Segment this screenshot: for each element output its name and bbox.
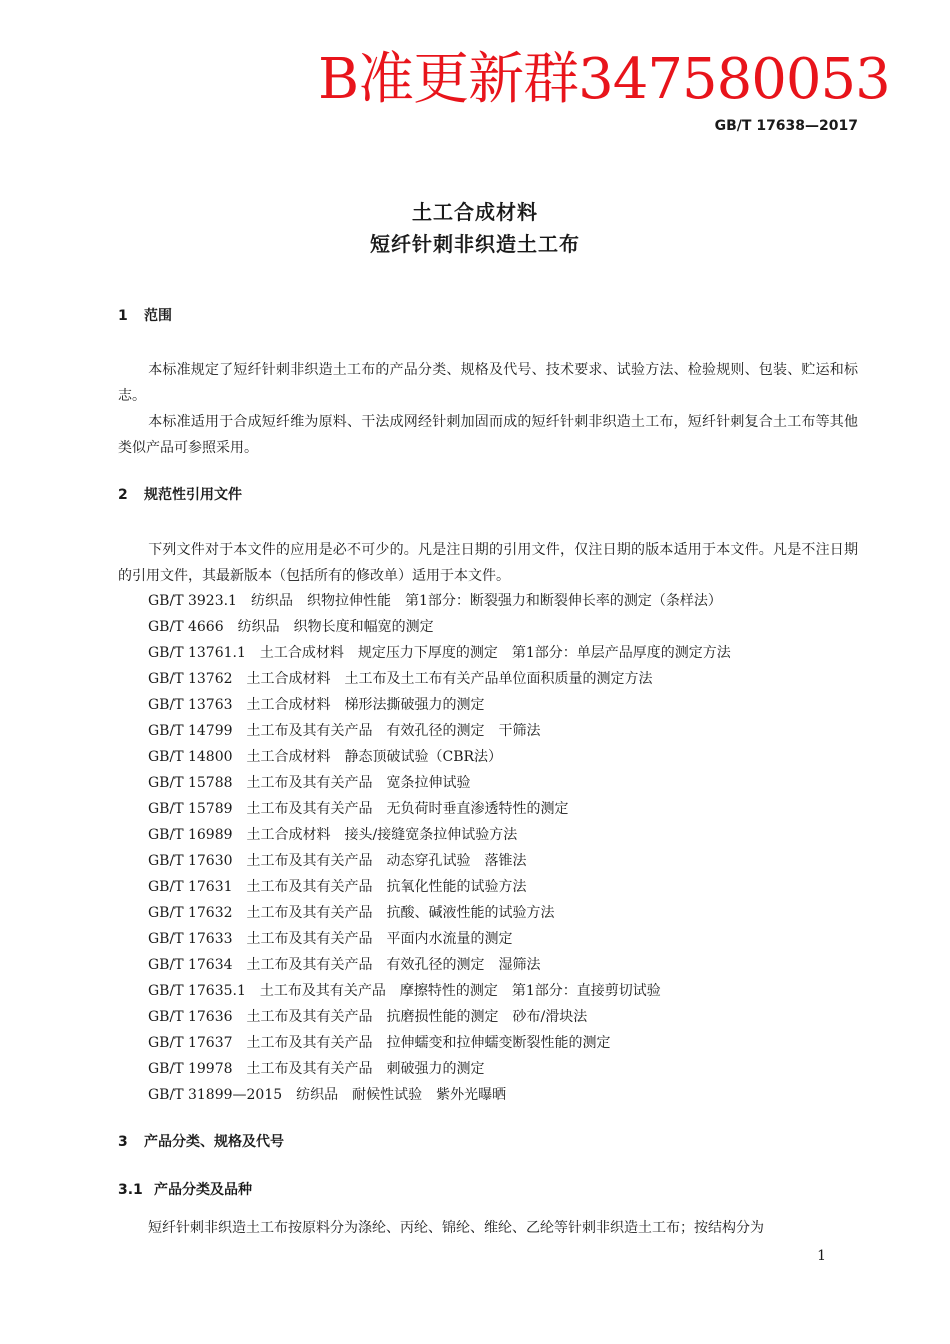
section-1-paragraph-1: [118, 357, 858, 409]
paragraph-text: 本标准规定了短纤针刺非织造土工布的产品分类、规格及代号、技术要求、试验方法、检验规则、包装、贮运和标志。: [118, 362, 858, 404]
reference-code: GB/T 17635.1: [148, 983, 246, 999]
reference-item: [148, 692, 868, 718]
reference-code: GB/T 13761.1: [148, 645, 246, 661]
section-3-heading: [118, 1132, 284, 1152]
reference-item: [148, 770, 868, 796]
section-title: 规范性引用文件: [144, 487, 242, 503]
reference-item: [148, 744, 868, 770]
reference-item: [148, 666, 868, 692]
reference-list: [148, 588, 868, 1108]
reference-title: 土工布及其有关产品 抗磨损性能的测定 砂布/滑块法: [246, 1009, 588, 1025]
reference-title: 土工合成材料 接头/接缝宽条拉伸试验方法: [246, 827, 518, 843]
reference-code: GB/T 17634: [148, 957, 233, 973]
reference-title: 土工布及其有关产品 刺破强力的测定: [246, 1061, 485, 1077]
reference-code: GB/T 14800: [148, 749, 233, 765]
reference-code: GB/T 17630: [148, 853, 233, 869]
section-number: 3.1: [118, 1182, 143, 1198]
standard-code: GB/T 17638—2017: [714, 118, 858, 134]
reference-item: [148, 1056, 868, 1082]
reference-code: GB/T 17631: [148, 879, 233, 895]
reference-item: [148, 1082, 868, 1108]
reference-code: GB/T 13762: [148, 671, 233, 687]
reference-title: 土工布及其有关产品 拉伸蠕变和拉伸蠕变断裂性能的测定: [246, 1035, 611, 1051]
reference-item: [148, 640, 868, 666]
reference-item: [148, 874, 868, 900]
reference-code: GB/T 17636: [148, 1009, 233, 1025]
reference-item: [148, 926, 868, 952]
page-number: 1: [817, 1248, 826, 1264]
section-3-1-heading: [118, 1180, 252, 1200]
reference-item: [148, 900, 868, 926]
reference-code: GB/T 14799: [148, 723, 233, 739]
section-number: 1: [118, 308, 128, 324]
reference-title: 土工合成材料 静态顶破试验（CBR法）: [246, 749, 503, 765]
section-number: 3: [118, 1134, 128, 1150]
section-2-heading: [118, 485, 242, 505]
section-title: 范围: [144, 308, 172, 324]
reference-title: 土工布及其有关产品 抗酸、碱液性能的试验方法: [246, 905, 555, 921]
reference-item: [148, 588, 868, 614]
reference-title: 土工布及其有关产品 无负荷时垂直渗透特性的测定: [246, 801, 569, 817]
section-3-1-paragraph: [118, 1215, 858, 1241]
reference-item: [148, 1004, 868, 1030]
reference-code: GB/T 4666: [148, 619, 224, 635]
reference-code: GB/T 17637: [148, 1035, 233, 1051]
reference-item: [148, 822, 868, 848]
reference-code: GB/T 19978: [148, 1061, 233, 1077]
paragraph-text: 本标准适用于合成短纤维为原料、干法成网经针刺加固而成的短纤针刺非织造土工布，短纤针刺复合土工布等其他类似产品可参照采用。: [118, 414, 858, 456]
reference-title: 土工布及其有关产品 有效孔径的测定 湿筛法: [246, 957, 541, 973]
reference-title: 纺织品 耐候性试验 紫外光曝晒: [296, 1087, 507, 1103]
section-2-intro: [118, 537, 858, 589]
reference-item: [148, 796, 868, 822]
reference-title: 土工布及其有关产品 抗氧化性能的试验方法: [246, 879, 527, 895]
reference-code: GB/T 17632: [148, 905, 233, 921]
paragraph-text: 短纤针刺非织造土工布按原料分为涤纶、丙纶、锦纶、维纶、乙纶等针刺非织造土工布；按结构分为: [148, 1220, 764, 1236]
reference-code: GB/T 13763: [148, 697, 233, 713]
reference-title: 土工布及其有关产品 动态穿孔试验 落锥法: [246, 853, 527, 869]
section-number: 2: [118, 487, 128, 503]
section-1-paragraph-2: [118, 409, 858, 461]
reference-item: [148, 978, 868, 1004]
reference-item: [148, 1030, 868, 1056]
reference-title: 土工合成材料 土工布及土工布有关产品单位面积质量的测定方法: [246, 671, 653, 687]
reference-code: GB/T 15789: [148, 801, 233, 817]
reference-code: GB/T 16989: [148, 827, 233, 843]
paragraph-text: 下列文件对于本文件的应用是必不可少的。凡是注日期的引用文件，仅注日期的版本适用于本文件。凡是不注日期的引用文件，其最新版本（包括所有的修改单）适用于本文件。: [118, 542, 858, 584]
reference-title: 土工合成材料 规定压力下厚度的测定 第1部分：单层产品厚度的测定方法: [259, 645, 731, 661]
section-title: 产品分类及品种: [154, 1182, 252, 1198]
section-1-heading: [118, 306, 172, 326]
section-title: 产品分类、规格及代号: [144, 1134, 284, 1150]
watermark-text: B准更新群347580053: [318, 47, 890, 112]
reference-code: GB/T 17633: [148, 931, 233, 947]
reference-title: 土工布及其有关产品 有效孔径的测定 干筛法: [246, 723, 541, 739]
reference-title: 土工合成材料 梯形法撕破强力的测定: [246, 697, 485, 713]
reference-item: [148, 848, 868, 874]
reference-item: [148, 614, 868, 640]
reference-code: GB/T 3923.1: [148, 593, 237, 609]
reference-code: GB/T 31899—2015: [148, 1087, 283, 1103]
reference-title: 纺织品 织物拉伸性能 第1部分：断裂强力和断裂伸长率的测定（条样法）: [250, 593, 722, 609]
reference-title: 纺织品 织物长度和幅宽的测定: [237, 619, 434, 635]
document-title-line1: 土工合成材料: [412, 200, 538, 224]
reference-item: [148, 952, 868, 978]
reference-code: GB/T 15788: [148, 775, 233, 791]
reference-title: 土工布及其有关产品 平面内水流量的测定: [246, 931, 513, 947]
document-title-line2: 短纤针刺非织造土工布: [370, 232, 580, 256]
reference-title: 土工布及其有关产品 宽条拉伸试验: [246, 775, 471, 791]
reference-item: [148, 718, 868, 744]
reference-title: 土工布及其有关产品 摩擦特性的测定 第1部分：直接剪切试验: [259, 983, 661, 999]
